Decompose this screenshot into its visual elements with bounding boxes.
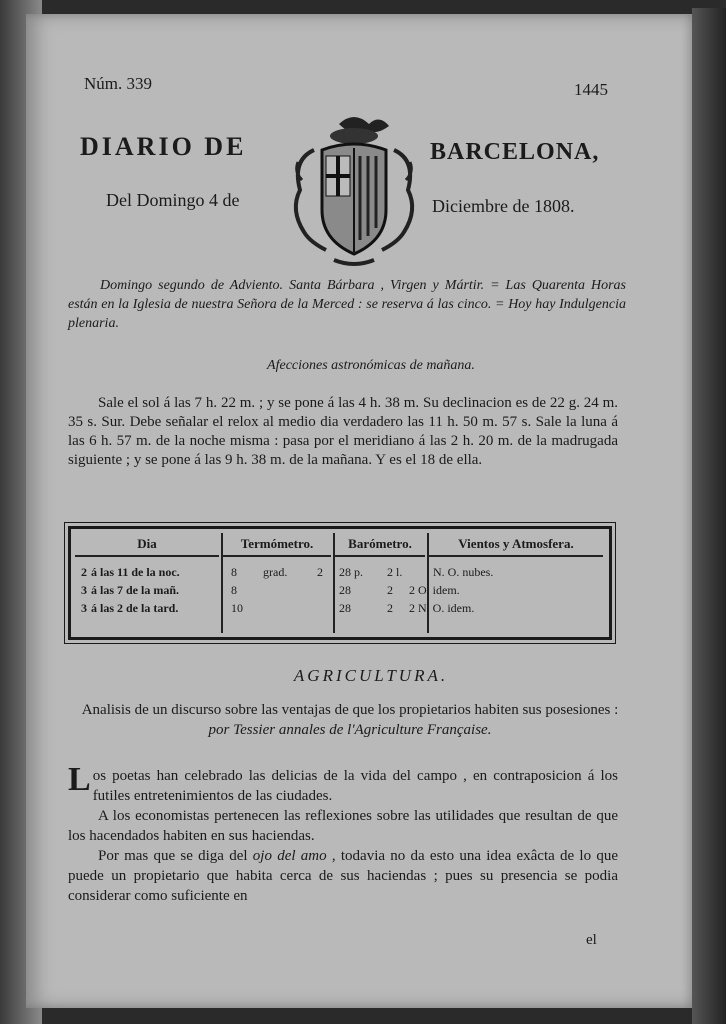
newspaper-page xyxy=(26,14,692,1008)
subtitle-text: Analisis de un discurso sobre las ventajas de que los propietarios habiten sus posesiones : xyxy=(81,702,619,718)
table-row-prefix: 2 xyxy=(81,565,87,579)
table-cell-wind: 2 O. idem. xyxy=(409,583,460,597)
paragraph: A los economistas pertenecen las reflexiones sobre las utilidades que resultan de que los hacendados habiten en sus haciendas. xyxy=(68,808,618,844)
table-cell-bar-l: 2 xyxy=(387,601,393,615)
paragraph-italic: ojo del amo xyxy=(252,848,327,864)
table-row-prefix: 3 xyxy=(81,583,87,597)
daily-notice: Domingo segundo de Adviento. Santa Bárbara , Virgen y Mártir. = Las Quarenta Horas están en la Iglesia de nuestra Señora de la Merced : se reserva á las cinco. = Hoy hay Indulgencia plenaria. xyxy=(68,278,626,331)
header-barometro: Barómetro. xyxy=(335,533,425,557)
coat-of-arms-icon xyxy=(284,110,424,270)
article-body xyxy=(68,761,618,906)
column-divider xyxy=(221,533,223,633)
masthead-left: DIARIO DE xyxy=(80,132,247,161)
drop-cap: L xyxy=(68,761,91,798)
table-cell-bar-p: 28 xyxy=(339,583,351,597)
column-divider xyxy=(333,533,335,633)
header-vientos: Vientos y Atmosfera. xyxy=(429,533,603,557)
table-row-prefix: 3 xyxy=(81,601,87,615)
table-cell-bar-l: 2 l. xyxy=(387,565,403,579)
table-cell-dia: á las 2 de la tard. xyxy=(91,601,179,615)
header-dia: Dia xyxy=(75,533,219,557)
paragraph xyxy=(68,761,618,806)
date-right: Diciembre de 1808. xyxy=(432,196,575,216)
weather-table xyxy=(68,526,612,640)
table-cell-temp-frac: 2 xyxy=(317,565,323,579)
table-cell-wind: N. O. nubes. xyxy=(433,565,494,579)
table-cell-bar-p: 28 xyxy=(339,601,351,615)
header-termometro: Termómetro. xyxy=(223,533,331,557)
table-cell-temp: 8 xyxy=(231,583,237,597)
astro-heading: Afecciones astronómicas de mañana. xyxy=(267,358,475,373)
subtitle-source: por Tessier annales de l'Agriculture Française. xyxy=(208,722,492,738)
table-cell-dia: á las 11 de la noc. xyxy=(91,565,180,579)
table-cell-dia: á las 7 de la mañ. xyxy=(91,583,180,597)
table-cell-bar-l: 2 xyxy=(387,583,393,597)
article-subtitle xyxy=(80,700,620,740)
book-edge xyxy=(692,8,726,1024)
table-cell-bar-p: 28 p. xyxy=(339,565,363,579)
paragraph-text: os poetas han celebrado las delicias de la vida del campo , en contraposicion á los futiles entretenimientos de las ciudades. xyxy=(92,768,618,804)
table-cell-temp: 8 xyxy=(231,565,237,579)
table-cell-wind: 2 N. O. idem. xyxy=(409,601,475,615)
page-number: 1445 xyxy=(574,80,608,99)
issue-number: Núm. 339 xyxy=(84,74,152,93)
table-cell-grad: grad. xyxy=(263,565,288,579)
section-heading: AGRICULTURA. xyxy=(293,666,449,685)
masthead-right: BARCELONA, xyxy=(430,139,600,165)
date-left: Del Domingo 4 de xyxy=(106,190,240,210)
table-cell-temp: 10 xyxy=(231,601,243,615)
paragraph xyxy=(68,846,618,906)
paragraph-text: Por mas que se diga del xyxy=(98,848,248,864)
astro-paragraph: Sale el sol á las 7 h. 22 m. ; y se pone á las 4 h. 38 m. Su declinacion es de 22 g. 24 m. 35 s. Sur. Debe señalar el relox al medio dia verdadero las 11 h. 50 m. 57 s. Sale la luna á las 6 h. 57 m. de la noche misma : pasa por el meridiano á las 2 h. 20 m. de la madrugada siguiente ; y se pone á las 9 h. 38 m. de la mañana. Y es el 18 de ella. xyxy=(68,395,618,468)
paragraph-text: , todavia no da esto una idea exâcta de lo que puede un propietario que habita cerca de sus haciendas ; pues su presencia se podia considerar como suficiente en xyxy=(68,848,618,904)
catchword: el xyxy=(586,932,597,948)
